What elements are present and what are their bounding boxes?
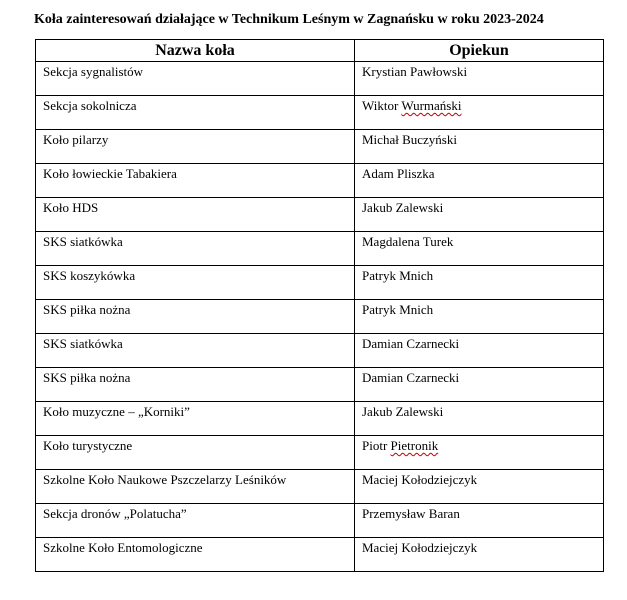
table-row xyxy=(36,402,604,436)
table-row xyxy=(36,504,604,538)
table-row xyxy=(36,266,604,300)
table-row xyxy=(36,368,604,402)
guardian-cell: Krystian Pawłowski xyxy=(355,62,604,96)
guardian-cell: Damian Czarnecki xyxy=(355,334,604,368)
club-name-cell: Szkolne Koło Entomologiczne xyxy=(36,538,355,572)
table-row xyxy=(36,436,604,470)
club-name-cell: SKS piłka nożna xyxy=(36,300,355,334)
clubs-table xyxy=(35,39,604,572)
club-name-cell: SKS koszykówka xyxy=(36,266,355,300)
guardian-first-name: Wiktor xyxy=(362,98,399,113)
guardian-cell: Maciej Kołodziejczyk xyxy=(355,538,604,572)
guardian-cell: Przemysław Baran xyxy=(355,504,604,538)
club-name-cell: Szkolne Koło Naukowe Pszczelarzy Leśników xyxy=(36,470,355,504)
guardian-last-name-spellcheck: Pietronik xyxy=(390,438,439,453)
club-name-cell: Koło pilarzy xyxy=(36,130,355,164)
guardian-cell xyxy=(355,436,604,470)
club-name-cell: Koło HDS xyxy=(36,198,355,232)
guardian-cell: Maciej Kołodziejczyk xyxy=(355,470,604,504)
guardian-cell: Michał Buczyński xyxy=(355,130,604,164)
club-name-cell: Koło turystyczne xyxy=(36,436,355,470)
guardian-cell: Damian Czarnecki xyxy=(355,368,604,402)
guardian-cell: Adam Pliszka xyxy=(355,164,604,198)
table-row xyxy=(36,164,604,198)
guardian-cell: Magdalena Turek xyxy=(355,232,604,266)
guardian-last-name-spellcheck: Wurmański xyxy=(401,98,462,113)
table-row xyxy=(36,198,604,232)
guardian-first-name: Piotr xyxy=(362,438,388,453)
guardian-cell xyxy=(355,96,604,130)
table-row xyxy=(36,538,604,572)
column-header-guardian: Opiekun xyxy=(355,40,604,62)
club-name-cell: SKS piłka nożna xyxy=(36,368,355,402)
table-row xyxy=(36,62,604,96)
club-name-cell: SKS siatkówka xyxy=(36,334,355,368)
document-title: Koła zainteresowań działające w Technikum Leśnym w Zagnańsku w roku 2023-2024 xyxy=(34,12,544,27)
club-name-cell: Sekcja dronów „Polatucha” xyxy=(36,504,355,538)
table-row xyxy=(36,300,604,334)
table-header-row xyxy=(36,40,604,62)
club-name-cell: Koło łowieckie Tabakiera xyxy=(36,164,355,198)
club-name-cell: Koło muzyczne – „Korniki” xyxy=(36,402,355,436)
column-header-club-name: Nazwa koła xyxy=(36,40,355,62)
club-name-cell: Sekcja sokolnicza xyxy=(36,96,355,130)
guardian-cell: Patryk Mnich xyxy=(355,266,604,300)
table-row xyxy=(36,130,604,164)
table-row xyxy=(36,334,604,368)
table-row xyxy=(36,96,604,130)
club-name-cell: SKS siatkówka xyxy=(36,232,355,266)
guardian-cell: Patryk Mnich xyxy=(355,300,604,334)
club-name-cell: Sekcja sygnalistów xyxy=(36,62,355,96)
guardian-cell: Jakub Zalewski xyxy=(355,198,604,232)
table-row xyxy=(36,470,604,504)
table-row xyxy=(36,232,604,266)
guardian-cell: Jakub Zalewski xyxy=(355,402,604,436)
